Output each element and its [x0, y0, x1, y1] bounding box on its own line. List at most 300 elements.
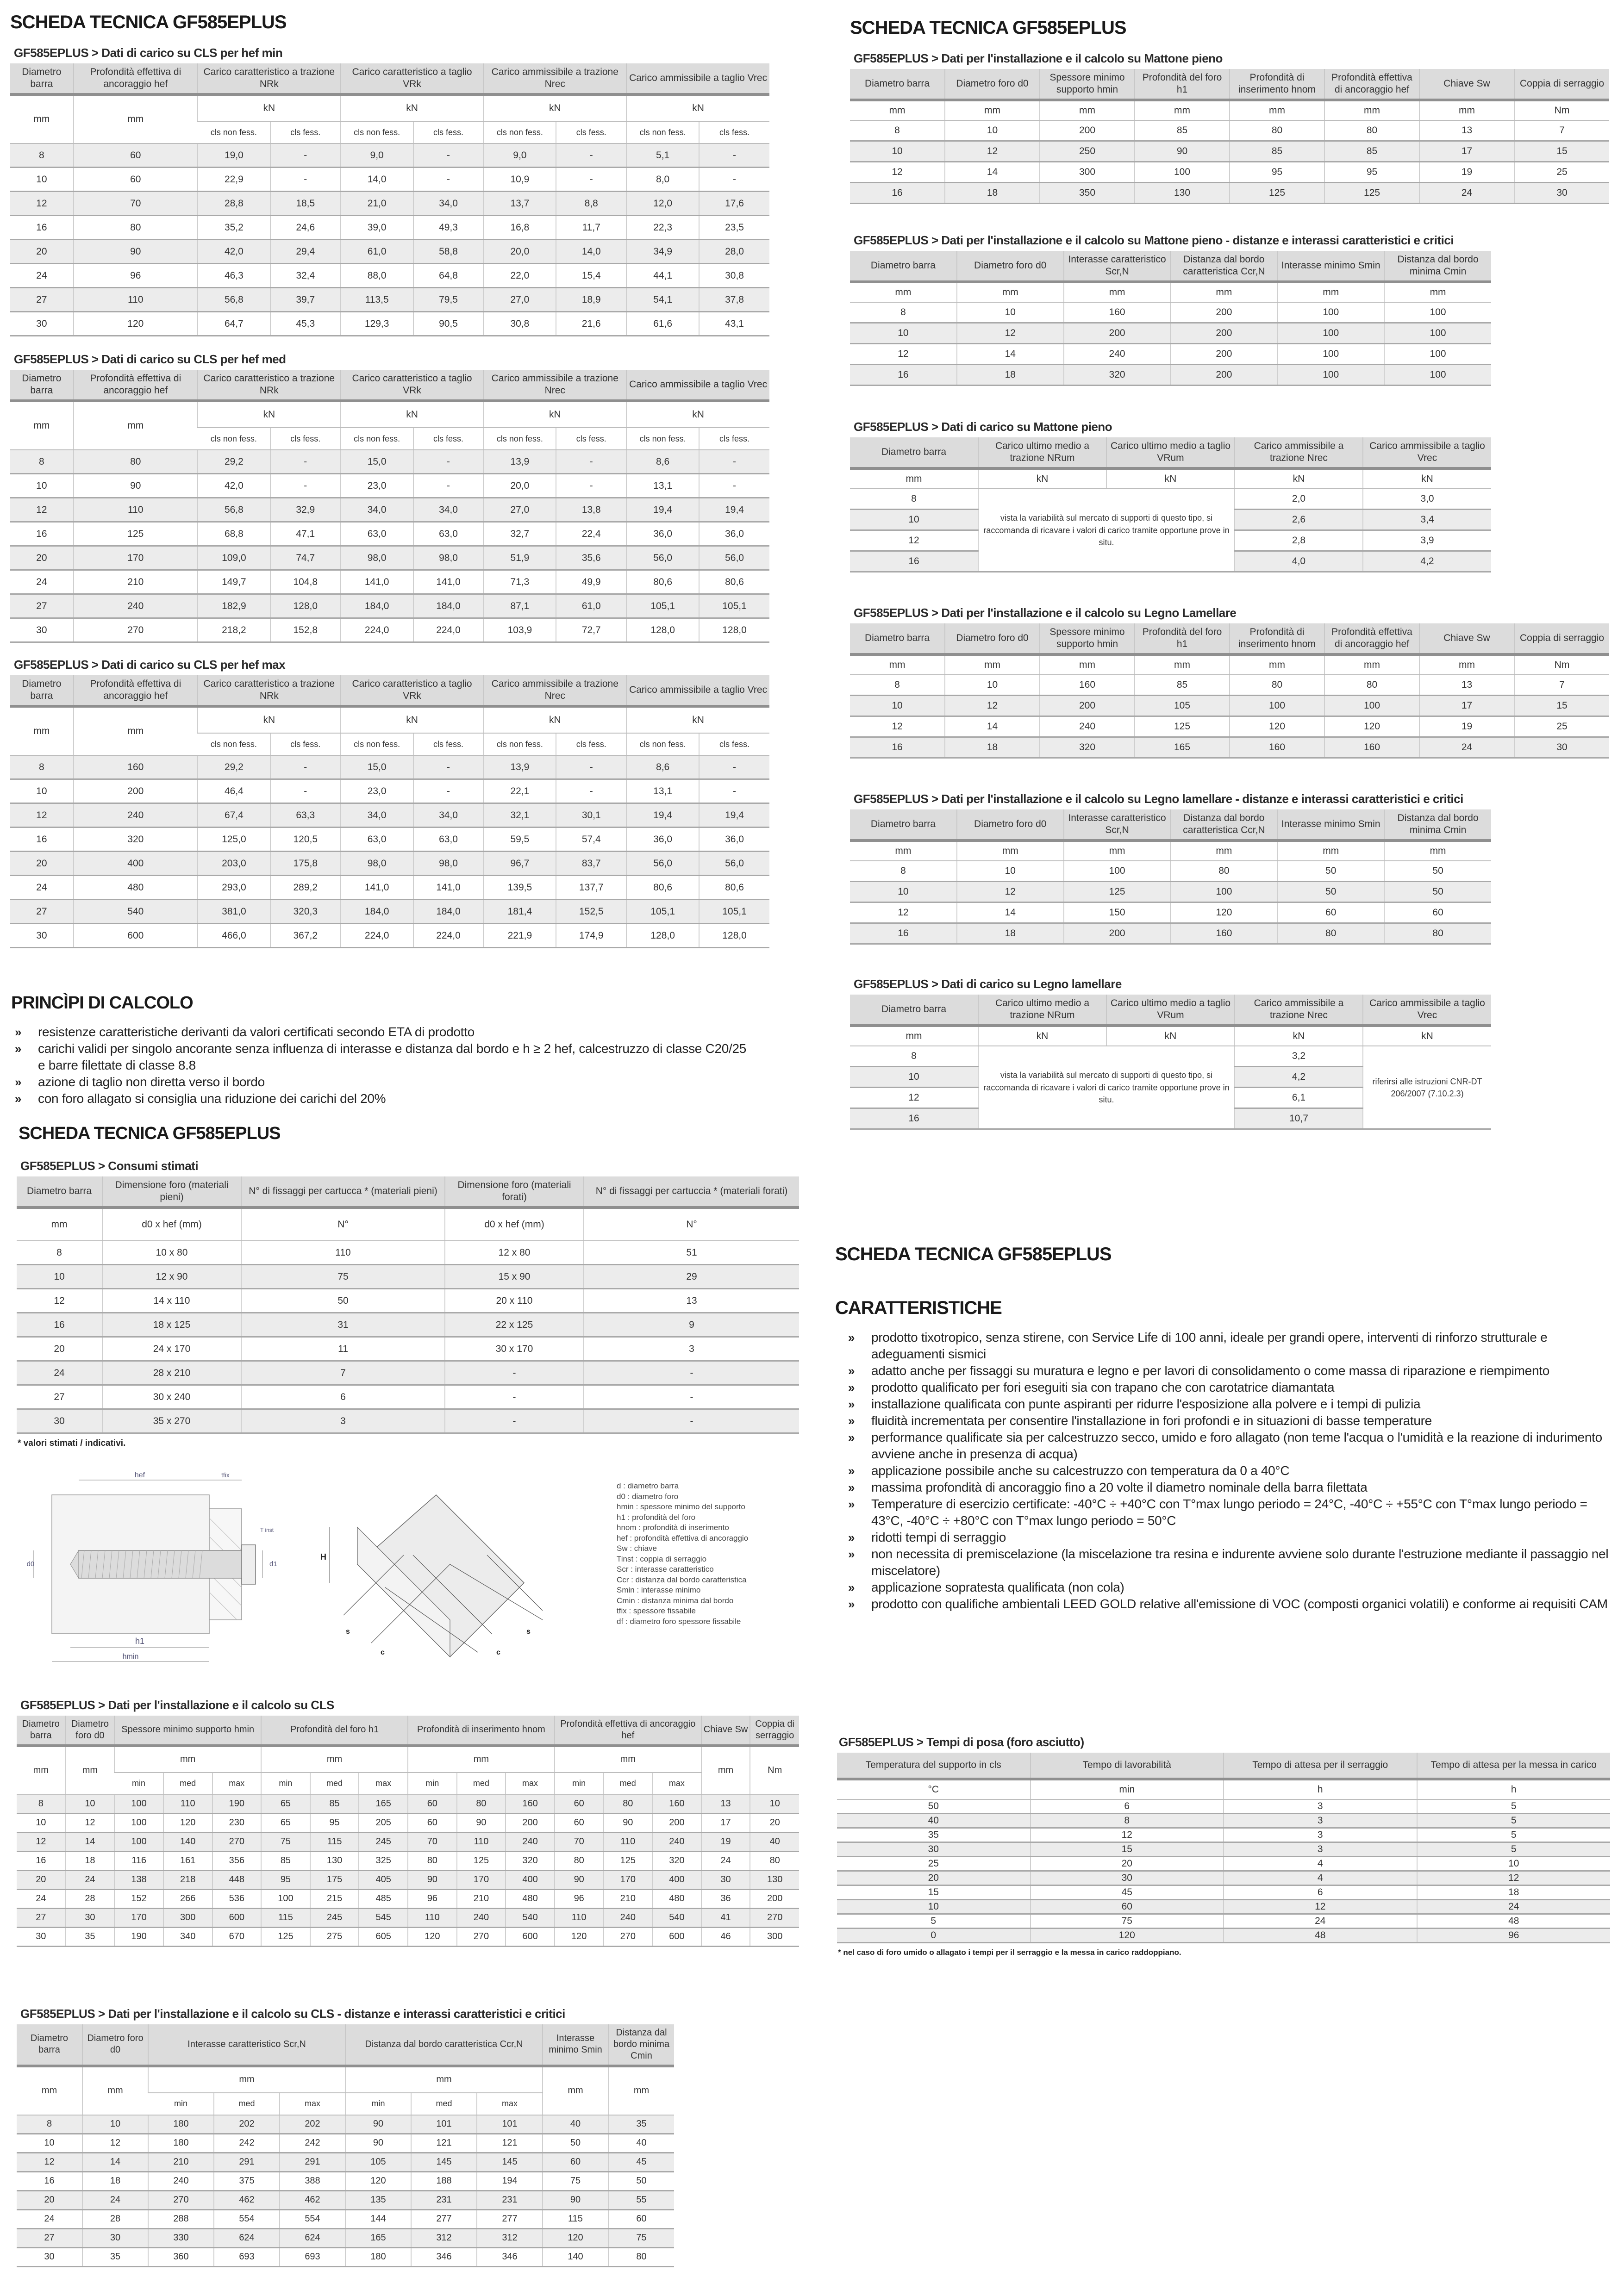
- table-cell: 24: [10, 876, 74, 900]
- label-c-left: c: [381, 1649, 385, 1656]
- unit-cell: mm: [850, 282, 957, 302]
- table-cell: 46,3: [198, 264, 270, 288]
- table-cell: 600: [212, 1908, 262, 1927]
- table-cell: 12: [850, 716, 945, 737]
- units-row: [10, 94, 769, 121]
- table-cell: 125: [1064, 882, 1171, 902]
- table-cell: 100: [1135, 162, 1230, 183]
- unit-cell: kN: [1363, 468, 1491, 489]
- header-row: [10, 370, 769, 401]
- table-row: [17, 1337, 799, 1361]
- caratteristiche-item: » adatto anche per fissaggi su muratura e legno e per lavori di consolidamento o come massa di riparazione e riempimento: [820, 1363, 1617, 1379]
- table-cell: 24: [1224, 1914, 1417, 1928]
- table-cell: 128,0: [699, 618, 769, 642]
- legend-entry: Smin : interasse minimo: [617, 1586, 701, 1594]
- table-cell: 100: [114, 1813, 163, 1832]
- cls-dist-table: [17, 2007, 674, 2267]
- table-cell: 120: [555, 1927, 604, 1946]
- table-cell: 16: [850, 365, 957, 386]
- table-cell: -: [413, 779, 484, 803]
- table-cell: -: [699, 755, 769, 779]
- table-cell: 59,5: [483, 828, 556, 852]
- column-header: Diametro barra: [850, 437, 978, 469]
- table-cell: -: [699, 143, 769, 168]
- subheader-cell: min: [408, 1773, 457, 1795]
- table-row: [10, 168, 769, 192]
- table-cell: 8: [850, 302, 957, 323]
- legno-dist-caption: GF585EPLUS > Dati per l'installazione e il calcolo su Legno lamellare - distanze e interassi caratteristici e critici: [854, 792, 1463, 806]
- table-cell: 120: [1170, 902, 1277, 923]
- table-cell: 13,8: [556, 498, 626, 522]
- table-cell: 14: [82, 2153, 148, 2172]
- table-row: [10, 143, 769, 168]
- table-row: [17, 1870, 799, 1889]
- table-cell: 80: [74, 450, 198, 474]
- tempi-caption: GF585EPLUS > Tempi di posa (foro asciutto): [839, 1735, 1084, 1749]
- table-cell: 188: [411, 2172, 477, 2190]
- table-cell: 10: [17, 1265, 102, 1289]
- table-cell: -: [270, 450, 341, 474]
- table-cell: 25: [1514, 162, 1609, 183]
- unit-cell: °C: [837, 1779, 1031, 1799]
- table-row: [10, 522, 769, 546]
- table-cell: 141,0: [413, 876, 484, 900]
- table-row: [17, 1409, 799, 1433]
- table-cell: 98,0: [413, 852, 484, 876]
- table-cell: 288: [148, 2209, 214, 2228]
- unit-cell: mm: [945, 654, 1040, 675]
- table-cell: 224,0: [341, 924, 413, 948]
- table-cell: 50: [1277, 861, 1384, 882]
- table-cell: 27: [10, 594, 74, 618]
- table-cell: 3: [584, 1337, 799, 1361]
- table-cell: 693: [280, 2247, 345, 2266]
- cls-load-grid: [10, 675, 769, 949]
- table-cell: 110: [241, 1241, 445, 1265]
- table-cell: 80: [608, 2247, 674, 2266]
- table-cell: 19: [1419, 162, 1514, 183]
- table-cell: 3,9: [1363, 530, 1491, 551]
- subheader-cell: cls non fess.: [341, 121, 413, 143]
- table-cell: 8: [850, 489, 978, 510]
- caratteristiche-item: » ridotti tempi di serraggio: [820, 1529, 1617, 1546]
- table-cell: 85: [1135, 675, 1230, 696]
- table-cell: 100: [1064, 861, 1171, 882]
- table-cell: 50: [608, 2172, 674, 2190]
- table-row: [10, 755, 769, 779]
- table-cell: 12: [850, 344, 957, 365]
- label-H: H: [320, 1552, 326, 1562]
- legend-entry: hnom : profondità di inserimento: [617, 1523, 729, 1532]
- page-title-right: SCHEDA TECNICA GF585EPLUS: [850, 18, 1126, 38]
- caratteristiche-item: » performance qualificate sia per calcestruzzo secco, umido e foro allagato (non teme l'acqua o l'umidità e la reazione di indurimento avviene anche in presenza di acqua): [820, 1429, 1617, 1462]
- table-cell: 250: [1040, 141, 1135, 162]
- legend-entry: hmin : spessore minimo del supporto: [617, 1502, 745, 1511]
- unit-cell: kN: [1106, 1026, 1235, 1046]
- table-cell: 17,6: [699, 192, 769, 216]
- table-row: [17, 2153, 674, 2172]
- table-cell: 12: [10, 498, 74, 522]
- column-header: Carico ammissibile a trazione Nrec: [483, 675, 626, 707]
- table-cell: 218: [163, 1870, 212, 1889]
- table-cell: 545: [359, 1908, 408, 1927]
- table-cell: 693: [214, 2247, 280, 2266]
- table-cell: 32,9: [270, 498, 341, 522]
- table-cell: 29,2: [198, 450, 270, 474]
- table-row: [10, 852, 769, 876]
- unit-cell: mm: [1135, 654, 1230, 675]
- subheader-cell: cls fess.: [270, 428, 341, 450]
- table-cell: 96: [408, 1889, 457, 1908]
- subheader-row: [17, 1773, 799, 1795]
- table-cell: 40: [608, 2134, 674, 2153]
- table-cell: 90: [408, 1870, 457, 1889]
- table-cell: 90: [345, 2115, 411, 2134]
- table-row: [837, 1928, 1610, 1942]
- table-row: [850, 344, 1491, 365]
- table-cell: 48: [1417, 1914, 1611, 1928]
- table-cell: 60: [408, 1795, 457, 1814]
- table-cell: 65: [261, 1795, 310, 1814]
- table-cell: 115: [543, 2209, 608, 2228]
- table-cell: 95: [1230, 162, 1324, 183]
- column-header: Carico ammissibile a taglio Vrec: [1363, 995, 1491, 1026]
- table-cell: 174,9: [556, 924, 626, 948]
- column-header: Diametro barra: [10, 63, 74, 95]
- table-cell: 80: [1230, 120, 1324, 141]
- table-cell: 200: [1170, 365, 1277, 386]
- table-row: [17, 1265, 799, 1289]
- unit-cell: d0 x hef (mm): [102, 1207, 241, 1241]
- table-cell: 12: [850, 162, 945, 183]
- table-row: [17, 2115, 674, 2134]
- subheader-cell: max: [506, 1773, 555, 1795]
- table-cell: 85: [1324, 141, 1419, 162]
- table-cell: 240: [652, 1832, 701, 1851]
- table-cell: 554: [280, 2209, 345, 2228]
- table-cell: 139,5: [483, 876, 556, 900]
- table-cell: 24: [1419, 183, 1514, 204]
- table-cell: 10: [82, 2115, 148, 2134]
- column-header: Carico caratteristico a taglio VRk: [341, 370, 484, 401]
- table-cell: 100: [114, 1832, 163, 1851]
- column-header: Distanza dal bordo minima Cmin: [608, 2024, 674, 2066]
- column-header: Diametro barra: [850, 809, 957, 841]
- table-cell: 170: [114, 1908, 163, 1927]
- table-cell: 140: [163, 1832, 212, 1851]
- table-cell: 17: [1419, 141, 1514, 162]
- table-cell: 39,7: [270, 288, 341, 312]
- table-cell: 360: [148, 2247, 214, 2266]
- table-cell: 405: [359, 1870, 408, 1889]
- table-cell: 90: [604, 1813, 653, 1832]
- legend-entry: Scr : interasse caratteristico: [617, 1565, 714, 1574]
- legno-load-table: [850, 977, 1491, 1130]
- column-header: Interasse caratteristico Scr,N: [148, 2024, 345, 2066]
- table-cell: 125: [74, 522, 198, 546]
- table-cell: 75: [608, 2228, 674, 2247]
- column-header: Diametro barra: [850, 995, 978, 1026]
- table-cell: 28,0: [699, 240, 769, 264]
- table-cell: 14 x 110: [102, 1289, 241, 1313]
- table-cell: 152,8: [270, 618, 341, 642]
- table-cell: 145: [411, 2153, 477, 2172]
- caratteristiche-heading: CARATTERISTICHE: [835, 1298, 1002, 1318]
- table-cell: 36,0: [699, 828, 769, 852]
- column-header: Profondità effettiva di ancoraggio hef: [1324, 623, 1419, 655]
- table-cell: 8: [850, 120, 945, 141]
- table-cell: 27: [10, 288, 74, 312]
- table-cell: 129,3: [341, 312, 413, 336]
- unit-cell: kN: [483, 401, 626, 428]
- table-cell: 90: [74, 474, 198, 498]
- unit-cell: d0 x hef (mm): [445, 1207, 584, 1241]
- table-cell: 19,0: [198, 143, 270, 168]
- table-cell: 182,9: [198, 594, 270, 618]
- table-cell: 600: [506, 1927, 555, 1946]
- column-header: Spessore minimo supporto hmin: [114, 1716, 261, 1746]
- table-cell: 35 x 270: [102, 1409, 241, 1433]
- table-cell: 50: [1384, 882, 1491, 902]
- table-row: [17, 2228, 674, 2247]
- table-cell: 170: [457, 1870, 506, 1889]
- table-cell: 30 x 170: [445, 1337, 584, 1361]
- table-row: [17, 1385, 799, 1409]
- subheader-cell: cls fess.: [413, 121, 484, 143]
- table-cell: 10: [66, 1795, 115, 1814]
- units-row: [837, 1779, 1610, 1799]
- column-header: Interasse minimo Smin: [1277, 809, 1384, 841]
- unit-cell: mm: [74, 401, 198, 450]
- table-cell: 448: [212, 1870, 262, 1889]
- tempi-footnote: * nel caso di foro umido o allagato i tempi per il serraggio e la messa in carico raddoppiano.: [838, 1948, 1181, 1957]
- table-row: [10, 618, 769, 642]
- table-cell: 16: [10, 522, 74, 546]
- subheader-cell: cls non fess.: [198, 121, 270, 143]
- principi-item: » resistenze caratteristiche derivanti da valori certificati secondo ETA di prodotto: [0, 1024, 746, 1040]
- table-cell: 624: [280, 2228, 345, 2247]
- subheader-cell: max: [212, 1773, 262, 1795]
- column-header: Dimensione foro (materiali forati): [445, 1176, 584, 1208]
- table-cell: 100: [114, 1795, 163, 1814]
- caratteristiche-item: » massima profondità di ancoraggio fino a 20 volte il diametro nominale della barra filettata: [820, 1479, 1617, 1496]
- table-row: [10, 900, 769, 924]
- table-cell: 95: [1324, 162, 1419, 183]
- table-row: [10, 828, 769, 852]
- table-cell: 15: [837, 1885, 1031, 1899]
- table-cell: 10: [1417, 1856, 1611, 1871]
- table-cell: 105,1: [626, 594, 699, 618]
- unit-cell: min: [1031, 1779, 1224, 1799]
- table-cell: 60: [1277, 902, 1384, 923]
- subheader-cell: min: [114, 1773, 163, 1795]
- table-cell: 5,1: [626, 143, 699, 168]
- table-cell: 80: [604, 1795, 653, 1814]
- table-cell: 12: [1224, 1899, 1417, 1914]
- table-cell: -: [584, 1361, 799, 1385]
- table-cell: -: [556, 143, 626, 168]
- caratteristiche-item: » prodotto tixotropico, senza stirene, con Service Life di 100 anni, ideale per grandi opere, interventi di rinforzo strutturale e adeguamenti sismici: [820, 1329, 1617, 1363]
- table-cell: 240: [148, 2172, 214, 2190]
- table-cell: 63,0: [341, 522, 413, 546]
- table-cell: 100: [1170, 882, 1277, 902]
- label-hmin: hmin: [122, 1653, 139, 1661]
- table-cell: 32,1: [483, 803, 556, 828]
- table-cell: 3,0: [1363, 489, 1491, 510]
- legend-entry: d : diametro barra: [617, 1481, 679, 1490]
- table-cell: 100: [1324, 696, 1419, 716]
- column-header: Diametro foro d0: [957, 809, 1064, 841]
- unit-cell: mm: [1419, 654, 1514, 675]
- table-cell: 462: [214, 2190, 280, 2209]
- table-cell: 291: [280, 2153, 345, 2172]
- table-cell: 110: [408, 1908, 457, 1927]
- subheader-cell: cls fess.: [556, 121, 626, 143]
- table-cell: 115: [261, 1908, 310, 1927]
- table-cell: 35: [82, 2247, 148, 2266]
- table-cell: 56,0: [699, 852, 769, 876]
- table-cell: 130: [310, 1851, 359, 1870]
- table-row: [837, 1842, 1610, 1856]
- table-cell: 277: [411, 2209, 477, 2228]
- subheader-cell: max: [477, 2093, 543, 2115]
- caratteristiche-list: [820, 1329, 1617, 1612]
- mattone-dist-table: [850, 234, 1491, 386]
- column-header: Coppia di serraggio: [750, 1716, 799, 1746]
- table-cell: 100: [1277, 365, 1384, 386]
- table-cell: 83,7: [556, 852, 626, 876]
- unit-cell: mm: [148, 2066, 345, 2093]
- table-cell: 149,7: [198, 570, 270, 594]
- table-cell: 15 x 90: [445, 1265, 584, 1289]
- table-cell: 144: [345, 2209, 411, 2228]
- cls-load-grid: [10, 370, 769, 643]
- table-row: [850, 882, 1491, 902]
- caratteristiche-item: » prodotto con qualifiche ambientali LEED GOLD relative all'emissione di VOC (composti organici volatili) e conforme ai requisiti CAM: [820, 1596, 1617, 1612]
- table-cell: 21,6: [556, 312, 626, 336]
- subheader-cell: cls non fess.: [341, 733, 413, 755]
- table-row: [10, 216, 769, 240]
- table-cell: 24: [82, 2190, 148, 2209]
- unit-cell: mm: [850, 468, 978, 489]
- table-cell: 10: [850, 882, 957, 902]
- table-cell: 72,7: [556, 618, 626, 642]
- table-row: [17, 1927, 799, 1946]
- table-cell: -: [699, 168, 769, 192]
- table-cell: 100: [1277, 302, 1384, 323]
- table-cell: 12: [66, 1813, 115, 1832]
- table-cell: 120: [408, 1927, 457, 1946]
- table-cell: 19: [1419, 716, 1514, 737]
- table-cell: 13: [1419, 675, 1514, 696]
- subheader-cell: cls fess.: [413, 428, 484, 450]
- column-header: Tempo di lavorabilità: [1031, 1753, 1224, 1779]
- units-row: [850, 100, 1609, 120]
- cls-install-table: [17, 1699, 799, 1947]
- unit-cell: mm: [945, 100, 1040, 120]
- table-cell: 16: [17, 2172, 82, 2190]
- table-cell: 145: [477, 2153, 543, 2172]
- table-cell: 12: [17, 2153, 82, 2172]
- table-cell: 48: [1224, 1928, 1417, 1942]
- table-cell: 2,0: [1235, 489, 1363, 510]
- table-cell: 200: [750, 1889, 799, 1908]
- table-cell: 80: [1170, 861, 1277, 882]
- table-cell: 462: [280, 2190, 345, 2209]
- table-cell: 101: [411, 2115, 477, 2134]
- table-row: [10, 924, 769, 948]
- table-cell: 22 x 125: [445, 1313, 584, 1337]
- table-cell: 45: [1031, 1885, 1224, 1899]
- table-cell: 8,0: [626, 168, 699, 192]
- mattone-dist-grid: [850, 251, 1491, 386]
- table-cell: 80: [408, 1851, 457, 1870]
- table-cell: 31: [241, 1313, 445, 1337]
- consumi-footnote: * valori stimati / indicativi.: [18, 1438, 126, 1449]
- label-h1: h1: [135, 1636, 145, 1646]
- table-cell: 160: [1040, 675, 1135, 696]
- table-cell: 224,0: [413, 618, 484, 642]
- table-cell: 165: [345, 2228, 411, 2247]
- column-header: Diametro foro d0: [82, 2024, 148, 2066]
- legend-entry: tfix : spessore fissabile: [617, 1606, 696, 1615]
- unit-cell: kN: [626, 401, 769, 428]
- table-cell: 80,6: [699, 876, 769, 900]
- table-row: [850, 323, 1491, 344]
- table-cell: 15,0: [341, 755, 413, 779]
- subheader-cell: cls non fess.: [483, 121, 556, 143]
- table-cell: 34,9: [626, 240, 699, 264]
- table-cell: 141,0: [341, 570, 413, 594]
- subheader-cell: min: [148, 2093, 214, 2115]
- table-cell: 24: [1419, 737, 1514, 758]
- subheader-cell: med: [604, 1773, 653, 1795]
- mattone-load-caption: GF585EPLUS > Dati di carico su Mattone pieno: [854, 420, 1112, 434]
- table-cell: 540: [506, 1908, 555, 1927]
- table-cell: 100: [1384, 365, 1491, 386]
- subheader-cell: cls fess.: [699, 121, 769, 143]
- table-cell: 24: [10, 264, 74, 288]
- table-cell: 312: [477, 2228, 543, 2247]
- column-header: Profondità del foro h1: [1135, 69, 1230, 100]
- table-cell: 18: [945, 183, 1040, 204]
- table-cell: 10: [945, 120, 1040, 141]
- subheader-cell: med: [411, 2093, 477, 2115]
- table-cell: 8: [17, 1241, 102, 1265]
- table-cell: 85: [310, 1795, 359, 1814]
- table-row: [10, 594, 769, 618]
- table-row: [850, 162, 1609, 183]
- legend-entry: h1 : profondità del foro: [617, 1512, 696, 1522]
- table-cell: 120: [1031, 1928, 1224, 1942]
- table-cell: 67,4: [198, 803, 270, 828]
- table-cell: 110: [457, 1832, 506, 1851]
- table-row: [10, 546, 769, 570]
- table-cell: 240: [1040, 716, 1135, 737]
- table-cell: 270: [74, 618, 198, 642]
- table-cell: 101: [477, 2115, 543, 2134]
- table-cell: 56,0: [626, 852, 699, 876]
- header-row: [850, 623, 1609, 655]
- column-header: Spessore minimo supporto hmin: [1040, 69, 1135, 100]
- table-cell: 22,3: [626, 216, 699, 240]
- table-cell: 29,2: [198, 755, 270, 779]
- table-cell: 71,3: [483, 570, 556, 594]
- table-cell: 22,0: [483, 264, 556, 288]
- table-cell: 5: [1417, 1828, 1611, 1842]
- table-cell: 100: [1384, 323, 1491, 344]
- table-cell: 135: [345, 2190, 411, 2209]
